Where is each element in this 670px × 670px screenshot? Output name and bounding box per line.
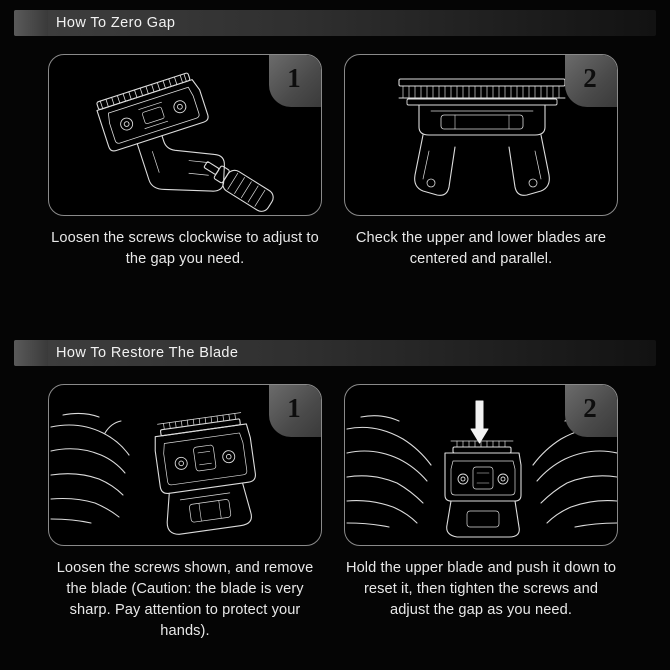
step-badge bbox=[565, 55, 617, 107]
illustration-panel bbox=[48, 54, 322, 216]
section-restore-blade bbox=[0, 340, 670, 642]
step-badge-number: 1 bbox=[287, 392, 301, 423]
step-badge-number: 2 bbox=[583, 62, 597, 93]
step-badge bbox=[269, 55, 321, 107]
steps-row-restore-blade bbox=[0, 366, 670, 642]
step-badge bbox=[269, 385, 321, 437]
step-card bbox=[344, 384, 618, 642]
step-card bbox=[48, 54, 322, 270]
illustration-panel bbox=[48, 384, 322, 546]
step-card bbox=[48, 384, 322, 642]
step-caption: Check the upper and lower blades are centered and parallel. bbox=[355, 230, 607, 267]
section-header-zero-gap bbox=[14, 10, 656, 36]
step-caption: Loosen the screws shown, and remove the blade (Caution: the blade is very sharp. Pay attention to protect your hands). bbox=[56, 560, 314, 639]
step-badge-number: 2 bbox=[583, 392, 597, 423]
step-caption: Hold the upper blade and push it down to reset it, then tighten the screws and adjust the gap as you need. bbox=[345, 560, 617, 618]
section-title: How To Zero Gap bbox=[56, 15, 176, 31]
section-zero-gap bbox=[0, 10, 670, 270]
illustration-panel bbox=[344, 384, 618, 546]
step-badge-number: 1 bbox=[287, 62, 301, 93]
steps-row-zero-gap bbox=[0, 36, 670, 270]
step-badge bbox=[565, 385, 617, 437]
illustration-panel bbox=[344, 54, 618, 216]
step-card bbox=[344, 54, 618, 270]
step-caption: Loosen the screws clockwise to adjust to the gap you need. bbox=[51, 230, 319, 267]
section-title: How To Restore The Blade bbox=[56, 345, 239, 361]
section-header-restore-blade bbox=[14, 340, 656, 366]
